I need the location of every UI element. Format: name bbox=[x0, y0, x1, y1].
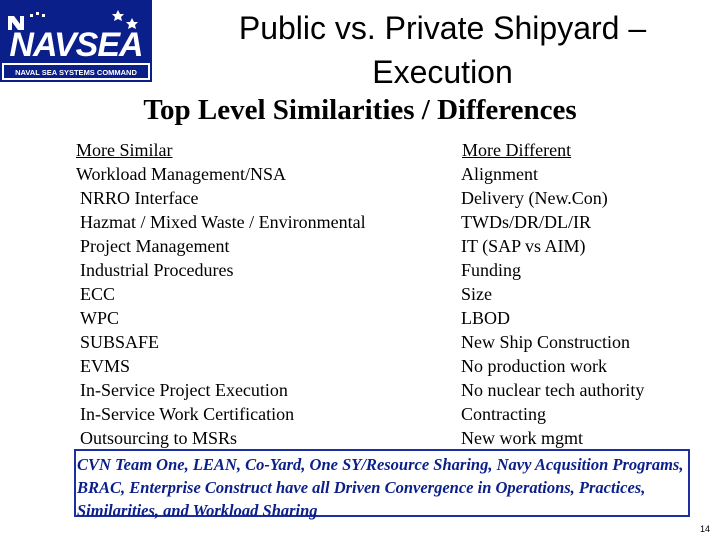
similar-item: Workload Management/NSA bbox=[76, 164, 287, 184]
different-item: IT (SAP vs AIM) bbox=[461, 236, 586, 256]
similar-header: More Similar bbox=[76, 140, 173, 160]
slide-title: Public vs. Private Shipyard – Execution bbox=[238, 10, 647, 90]
different-header: More Different bbox=[462, 140, 572, 160]
navsea-logo bbox=[0, 0, 152, 82]
similar-item: EVMS bbox=[80, 356, 131, 376]
different-item: No production work bbox=[461, 356, 607, 376]
similar-column bbox=[76, 138, 455, 450]
logo-text: NAVSEA bbox=[9, 26, 143, 64]
different-column bbox=[458, 138, 644, 450]
different-item: Contracting bbox=[461, 404, 546, 424]
different-item: New work mgmt bbox=[461, 428, 583, 448]
navsea-logo-graphic bbox=[0, 0, 152, 82]
similar-item: SUBSAFE bbox=[80, 332, 160, 352]
different-item: LBOD bbox=[461, 308, 510, 328]
page-number: 14 bbox=[700, 524, 711, 534]
convergence-note-box bbox=[74, 449, 690, 520]
different-item: Funding bbox=[461, 260, 522, 280]
similar-item: Industrial Procedures bbox=[80, 260, 234, 280]
similar-item: In-Service Project Execution bbox=[80, 380, 288, 400]
different-item: No nuclear tech authority bbox=[461, 380, 645, 400]
similar-item: In-Service Work Certification bbox=[80, 404, 295, 424]
different-item: TWDs/DR/DL/IR bbox=[461, 212, 591, 232]
similar-item: ECC bbox=[80, 284, 116, 304]
logo-subtext: NAVAL SEA SYSTEMS COMMAND bbox=[15, 68, 137, 77]
similar-item: NRRO Interface bbox=[80, 188, 199, 208]
different-item: Delivery (New.Con) bbox=[461, 188, 608, 208]
different-item: Alignment bbox=[461, 164, 538, 184]
similar-item: Project Management bbox=[80, 236, 230, 256]
similar-item: WPC bbox=[80, 308, 120, 328]
different-item: New Ship Construction bbox=[461, 332, 630, 352]
different-item: Size bbox=[461, 284, 492, 304]
similar-item: Hazmat / Mixed Waste / Environmental bbox=[80, 212, 366, 232]
convergence-note-text: CVN Team One, LEAN, Co-Yard, One SY/Resource Sharing, Navy Acqusition Programs, BRAC, Enterprise Construct have all Driven Convergence in Operations, Practices, Similarities, and Workload Sharing bbox=[77, 455, 684, 520]
similar-item: Outsourcing to MSRs bbox=[80, 428, 238, 448]
slide-subtitle: Top Level Similarities / Differences bbox=[143, 94, 577, 126]
